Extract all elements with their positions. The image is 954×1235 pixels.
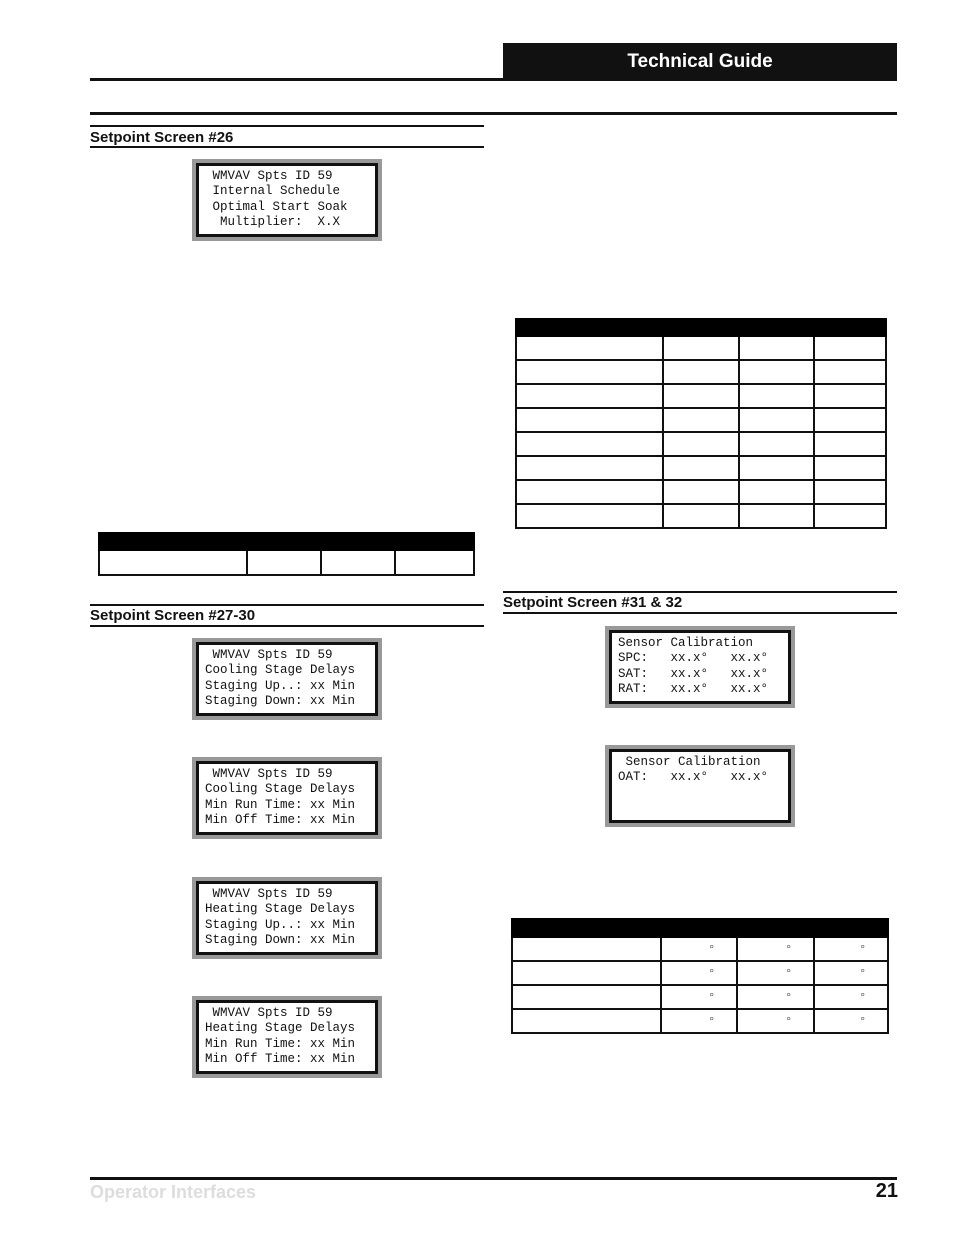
lcd-line: Multiplier: X.X: [205, 214, 341, 229]
lcd-line: RAT: xx.x° xx.x°: [618, 681, 769, 696]
lcd-line: [618, 786, 788, 801]
calibration-table: [511, 918, 889, 1034]
lcd-line: WMVAV Spts ID 59: [205, 1006, 333, 1020]
lcd-line: Internal Schedule: [205, 184, 341, 199]
lcd-line: SAT: xx.x° xx.x°: [618, 666, 769, 681]
lcd-line: SPC: xx.x° xx.x°: [618, 651, 769, 666]
divider: [90, 146, 484, 148]
divider: [503, 612, 897, 614]
header-rule: [90, 78, 503, 81]
page-number: 21: [875, 1180, 898, 1202]
lcd-line: Min Run Time: xx Min: [205, 1036, 356, 1051]
lcd-line: Heating Stage Delays: [205, 1021, 356, 1036]
table-row: [512, 985, 888, 1009]
degree-cell: °: [814, 1009, 888, 1033]
section-heading-26: Setpoint Screen #26: [90, 129, 234, 146]
lcd-display: [196, 881, 378, 955]
degree-cell: °: [661, 961, 737, 985]
table-row: [516, 360, 886, 384]
section-heading-27-30: Setpoint Screen #27-30: [90, 607, 256, 624]
lcd-display: [609, 630, 791, 704]
lcd-line: Staging Up..: xx Min: [205, 678, 356, 693]
lcd-line: Cooling Stage Delays: [205, 663, 356, 678]
lcd-line: WMVAV Spts ID 59: [205, 887, 333, 901]
lcd-line: Min Off Time: xx Min: [205, 812, 356, 827]
table-row: [516, 384, 886, 408]
lcd-screen: [605, 626, 795, 708]
divider: [90, 604, 484, 606]
degree-cell: °: [737, 985, 814, 1009]
degree-cell: °: [814, 985, 888, 1009]
lcd-line: Staging Down: xx Min: [205, 693, 356, 708]
lcd-line: [618, 801, 788, 816]
lcd-line: WMVAV Spts ID 59: [205, 169, 333, 183]
degree-cell: °: [814, 961, 888, 985]
lcd-line: Sensor Calibration: [618, 755, 761, 769]
table-row: [516, 432, 886, 456]
lcd-screen: [192, 638, 382, 720]
top-rule: [90, 112, 897, 115]
lcd-line: Sensor Calibration: [618, 636, 754, 650]
degree-cell: °: [737, 937, 814, 961]
lcd-line: Cooling Stage Delays: [205, 782, 356, 797]
lcd-display: [609, 749, 791, 823]
lcd-line: Staging Down: xx Min: [205, 932, 356, 947]
degree-cell: °: [661, 1009, 737, 1033]
table-row: [516, 504, 886, 528]
lcd-screen: [192, 159, 382, 241]
degree-cell: °: [737, 1009, 814, 1033]
lcd-line: Optimal Start Soak: [205, 199, 348, 214]
divider: [503, 591, 897, 593]
divider: [90, 625, 484, 627]
lcd-line: Min Off Time: xx Min: [205, 1051, 356, 1066]
lcd-line: WMVAV Spts ID 59: [205, 767, 333, 781]
section-heading-31-32: Setpoint Screen #31 & 32: [503, 594, 683, 611]
table-row: [512, 961, 888, 985]
lcd-display: [196, 761, 378, 835]
table-row: [516, 480, 886, 504]
degree-cell: °: [661, 985, 737, 1009]
degree-cell: °: [737, 961, 814, 985]
lcd-line: Min Run Time: xx Min: [205, 797, 356, 812]
header-title: Technical Guide: [503, 43, 897, 81]
degree-cell: °: [661, 937, 737, 961]
lcd-screen: [605, 745, 795, 827]
table-row: [516, 336, 886, 360]
lcd-display: [196, 642, 378, 716]
setpoint-table-27-30: [515, 318, 887, 529]
lcd-line: WMVAV Spts ID 59: [205, 648, 333, 662]
setpoint-table-26: [98, 532, 475, 576]
lcd-line: Heating Stage Delays: [205, 902, 356, 917]
lcd-line: Staging Up..: xx Min: [205, 917, 356, 932]
lcd-screen: [192, 877, 382, 959]
footer-rule: [90, 1177, 897, 1180]
footer-section: Operator Interfaces: [90, 1182, 257, 1202]
lcd-line: OAT: xx.x° xx.x°: [618, 770, 769, 785]
table-row: [516, 408, 886, 432]
table-row: [512, 937, 888, 961]
lcd-screen: [192, 996, 382, 1078]
lcd-screen: [192, 757, 382, 839]
lcd-display: [196, 1000, 378, 1074]
lcd-display: [196, 163, 378, 237]
table-row: [512, 1009, 888, 1033]
degree-cell: °: [814, 937, 888, 961]
table-row: [516, 456, 886, 480]
divider: [90, 125, 484, 127]
